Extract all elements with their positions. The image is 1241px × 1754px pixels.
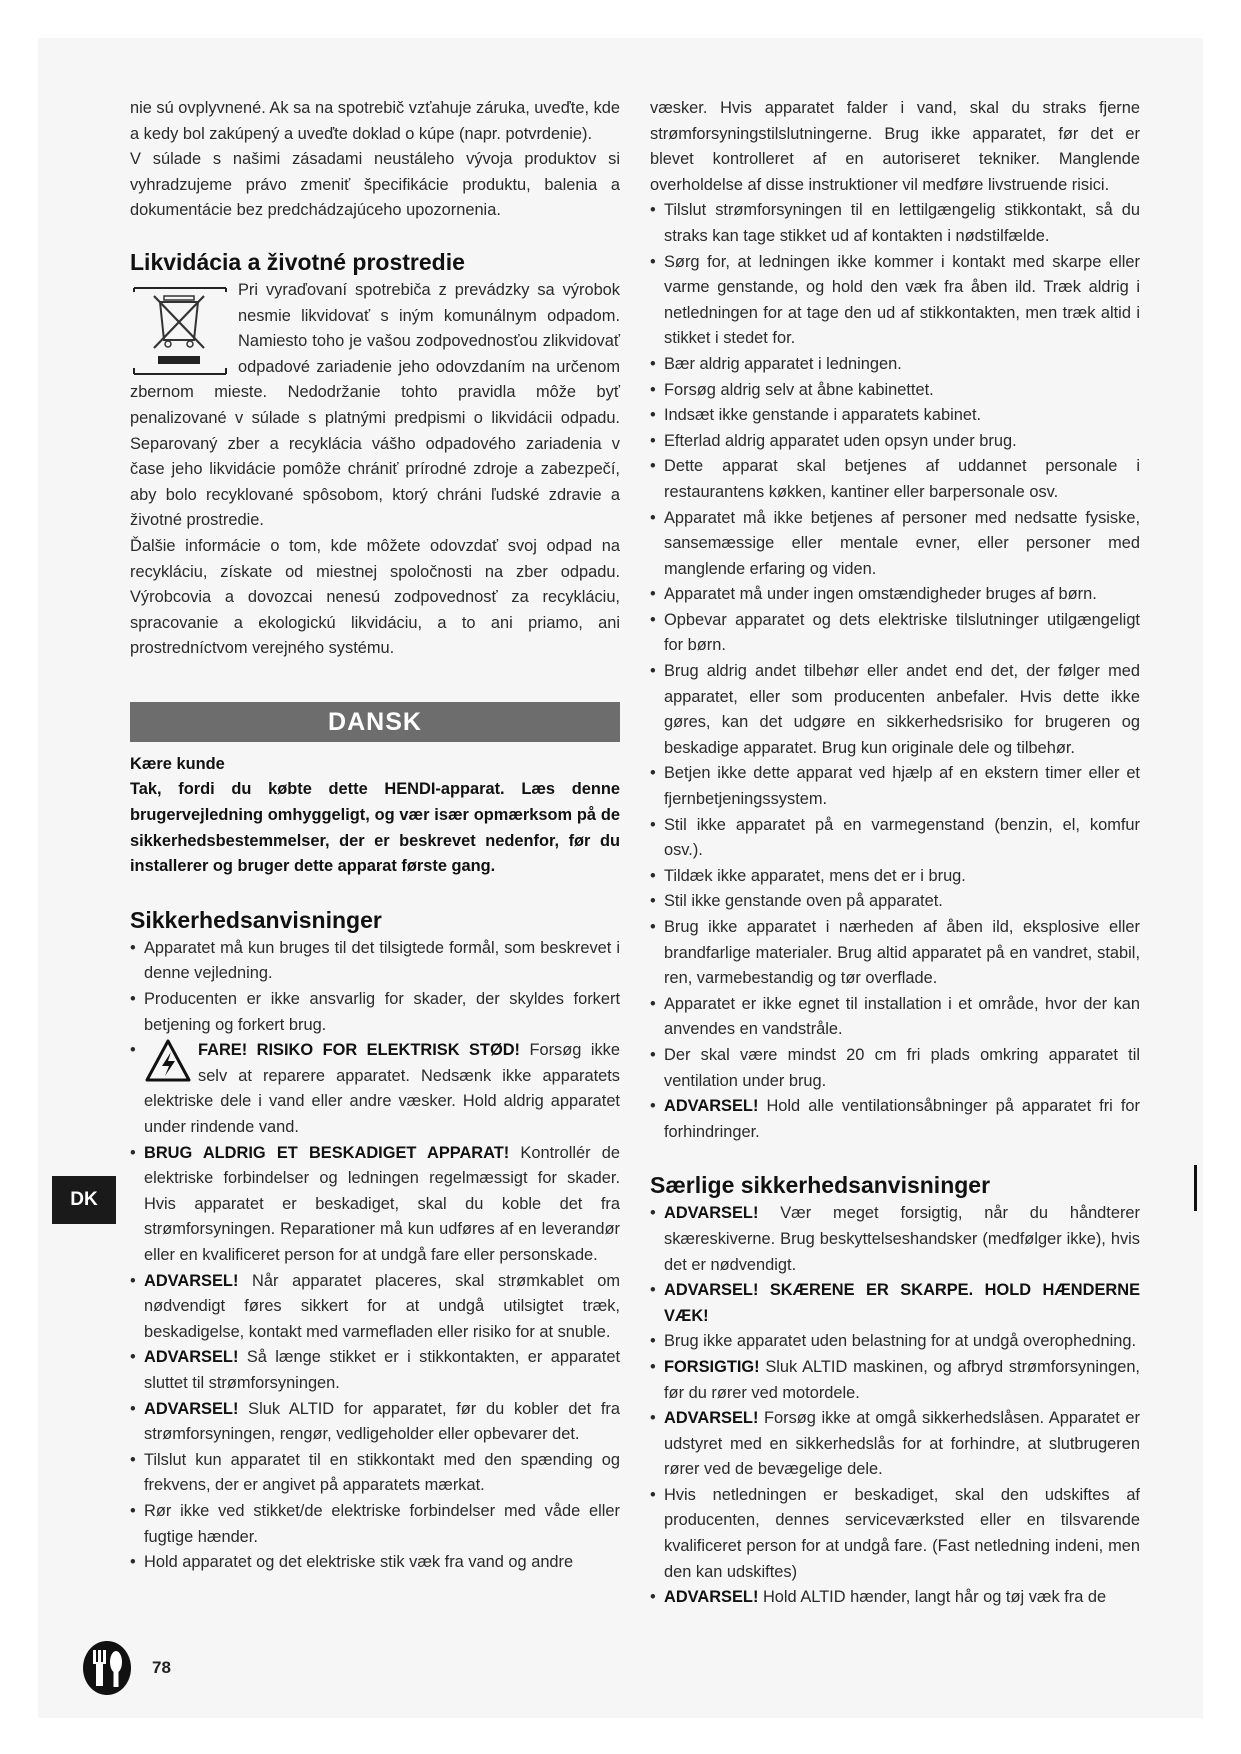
list-item: • Sørg for, at ledningen ikke kommer i kontakt med skarpe eller varme genstande, og hold den væk fra åben ild. Træk aldrig i netledningen for at tage den ud af stikkontakten, men træk altid i stikket i stedet for. bbox=[650, 250, 1140, 352]
intro-bold-paragraph: Tak, fordi du købte dette HENDI-apparat. Læs denne brugervejledning omhyggeligt, og vær især opmærksom på de sikkerhedsbestemmelser, der er beskrevet nedenfor, før du installerer og bruger dette apparat første gang. bbox=[130, 780, 620, 876]
list-item: • Hvis netledningen er beskadiget, skal den udskiftes af producenten, dennes serviceværksted eller en tilsvarende kvalificeret person for at undgå fare. (Fast netledning indeni, men den kan udskiftes) bbox=[650, 1483, 1140, 1585]
list-item: • Opbevar apparatet og dets elektriske tilslutninger utilgængeligt for børn. bbox=[650, 608, 1140, 659]
list-item: • Apparatet er ikke egnet til installation i et område, hvor der kan anvendes en vandstråle. bbox=[650, 992, 1140, 1043]
list-item: • Tilslut kun apparatet til en stikkontakt med den spænding og frekvens, der er angivet på apparatets mærkat. bbox=[130, 1448, 620, 1499]
list-item: • Indsæt ikke genstande i apparatets kabinet. bbox=[650, 403, 1140, 429]
list-item: • Hold apparatet og det elektriske stik væk fra vand og andre bbox=[130, 1550, 620, 1576]
left-column bbox=[130, 96, 620, 1576]
list-item: • Efterlad aldrig apparatet uden opsyn under brug. bbox=[650, 429, 1140, 455]
list-item: • Forsøg aldrig selv at åbne kabinettet. bbox=[650, 378, 1140, 404]
list-item: • Apparatet må kun bruges til det tilsigtede formål, som beskrevet i denne vejledning. bbox=[130, 936, 620, 987]
list-item: • FARE! RISIKO FOR ELEKTRISK STØD! Forsøg ikke selv at reparere apparatet. Nedsænk ikke apparatets elektriske dele i vand eller andre væsker. Hold aldrig apparatet under rindende vand. bbox=[130, 1038, 620, 1140]
list-item: • Brug aldrig andet tilbehør eller andet end det, der følger med apparatet, eller som producenten anbefaler. Hvis dette ikke gøres, kan det udgøre en sikkerhedsrisiko for brugeren og beskadige apparatet. Brug kun originale dele og tilbehør. bbox=[650, 659, 1140, 761]
list-item: • ADVARSEL! Sluk ALTID for apparatet, før du kobler det fra strømforsyningen, rengør, vedligeholder eller opbevarer det. bbox=[130, 1397, 620, 1448]
list-item: • ADVARSEL! Når apparatet placeres, skal strømkablet om nødvendigt føres sikkert for at undgå utilsigtet træk, beskadigelse, kontakt med varmefladen eller risiko for at snuble. bbox=[130, 1269, 620, 1346]
policy-paragraph: V súlade s našimi zásadami neustáleho vývoja produktov si vyhradzujeme právo zmeniť špecifikácie produktu, balenia a dokumentácie bez predchádzajúceho upozornenia. bbox=[130, 150, 620, 220]
intro-paragraph: nie sú ovplyvnené. Ak sa na spotrebič vzťahuje záruka, uveďte, kde a kedy bol zakúpený a uveďte doklad o kúpe (napr. potvrdenie). bbox=[130, 99, 621, 143]
list-item: • FORSIGTIG! Sluk ALTID maskinen, og afbryd strømforsyningen, før du rører ved motordele. bbox=[650, 1355, 1140, 1406]
list-item: • ADVARSEL! Så længe stikket er i stikkontakten, er apparatet sluttet til strømforsyningen. bbox=[130, 1345, 620, 1396]
language-banner: DANSK bbox=[130, 702, 620, 742]
special-safety-list bbox=[650, 1201, 1140, 1611]
list-item: • Der skal være mindst 20 cm fri plads omkring apparatet til ventilation under brug. bbox=[650, 1043, 1140, 1094]
language-side-tab: DK bbox=[52, 1176, 116, 1224]
special-safety-title: Særlige sikkerhedsanvisninger bbox=[650, 1172, 991, 1199]
list-item: • Bær aldrig apparatet i ledningen. bbox=[650, 352, 1140, 378]
safety-list-continued bbox=[650, 198, 1140, 1145]
list-item: • Rør ikke ved stikket/de elektriske forbindelser med våde eller fugtige hænder. bbox=[130, 1499, 620, 1550]
list-item: • Tildæk ikke apparatet, mens det er i brug. bbox=[650, 864, 1140, 890]
info-paragraph: Ďalšie informácie o tom, kde môžete odovzdať svoj odpad na recykláciu, získate od miestnej spoločnosti na zber odpadu. Výrobcovia a dovozcai nenesú zodpovednosť za recykláciu, spracovanie a ekologickú likvidáciu, a to ani priamo, ani prostredníctvom verejného systému. bbox=[130, 536, 620, 658]
greeting: Kære kunde bbox=[130, 754, 225, 773]
list-item: • Dette apparat skal betjenes af uddannet personale i restaurantens køkken, kantiner eller barpersonale osv. bbox=[650, 454, 1140, 505]
list-item: • ADVARSEL! Hold alle ventilationsåbninger på apparatet fri for forhindringer. bbox=[650, 1094, 1140, 1145]
list-item: • Producenten er ikke ansvarlig for skader, der skyldes forkert betjening og forkert brug. bbox=[130, 987, 620, 1038]
list-item: • Stil ikke apparatet på en varmegenstand (benzin, el, komfur osv.). bbox=[650, 813, 1140, 864]
list-item: • ADVARSEL! SKÆRENE ER SKARPE. HOLD HÆNDERNE VÆK! bbox=[650, 1278, 1140, 1329]
list-item: • Brug ikke apparatet uden belastning for at undgå overophedning. bbox=[650, 1329, 1140, 1355]
disposal-paragraph: Pri vyraďovaní spotrebiča z prevádzky sa výrobok nesmie likvidovať s iným komunálnym odpadom. Namiesto toho je vašou zodpovednosťou zlikvidovať odpadové zariadenie jeho odovzdaním na určenom zbernom mieste. Nedodržanie tohto pravidla môže byť penalizované v súlade s platnými predpismi o likvidácii odpadu. Separovaný zber a recyklácia vášho odpadového zariadenia v čase jeho likvidácie pomôže chrániť prírodné zdroje a zabezpečí, aby bolo recyklované spôsobom, ktorý chráni ľudské zdravie a životné prostredie. bbox=[130, 280, 620, 530]
right-column bbox=[650, 96, 1140, 1611]
safety-list bbox=[130, 936, 620, 1576]
weee-bin-icon bbox=[130, 282, 230, 380]
electric-shock-warning-icon bbox=[144, 1038, 192, 1084]
list-item: • Apparatet må under ingen omstændigheder bruges af børn. bbox=[650, 582, 1140, 608]
cutlery-logo-icon bbox=[82, 1640, 132, 1696]
list-item: • Apparatet må ikke betjenes af personer med nedsatte fysiske, sansemæssige eller mentale evner, eller personer med manglende erfaring og viden. bbox=[650, 506, 1140, 583]
section-marker-bar bbox=[1194, 1165, 1197, 1211]
list-item: • BRUG ALDRIG ET BESKADIGET APPARAT! Kontrollér de elektriske forbindelser og ledningen regelmæssigt for skader. Hvis apparatet er beskadiget, skal du koble det fra strømforsyningen. Reparationer må kun udføres af en leverandør eller en kvalificeret person for at undgå fare eller personskade. bbox=[130, 1141, 620, 1269]
disposal-title: Likvidácia a životné prostredie bbox=[130, 248, 465, 275]
list-item: • ADVARSEL! Hold ALTID hænder, langt hår og tøj væk fra de bbox=[650, 1585, 1140, 1611]
list-item: • ADVARSEL! Forsøg ikke at omgå sikkerhedslåsen. Apparatet er udstyret med en sikkerhedslås for at forhindre, at slutbrugeren rører ved de bevægelige dele. bbox=[650, 1406, 1140, 1483]
list-item: • Tilslut strømforsyningen til en lettilgængelig stikkontakt, så du straks kan tage stikket ud af kontakten i nødstilfælde. bbox=[650, 198, 1140, 249]
disposal-section bbox=[130, 278, 620, 662]
list-item: • Brug ikke apparatet i nærheden af åben ild, eksplosive eller brandfarlige materialer. Brug altid apparatet på en vandret, stabil, ren, varmebestandig og tør overflade. bbox=[650, 915, 1140, 992]
page-number: 78 bbox=[152, 1658, 171, 1677]
continuation-paragraph: væsker. Hvis apparatet falder i vand, skal du straks fjerne strømforsyningstilslutningerne. Brug ikke apparatet, før det er blevet kontrolleret af en autoriseret tekniker. Manglende overholdelse af disse instruktioner vil medføre livstruende risici. bbox=[650, 99, 1140, 194]
list-item: • ADVARSEL! Vær meget forsigtig, når du håndterer skæreskiverne. Brug beskyttelseshandsker (medfølger ikke), hvis det er nødvendigt. bbox=[650, 1201, 1140, 1278]
list-item: • Betjen ikke dette apparat ved hjælp af en ekstern timer eller et fjernbetjeningssystem. bbox=[650, 761, 1140, 812]
safety-title: Sikkerhedsanvisninger bbox=[130, 906, 382, 933]
list-item: • Stil ikke genstande oven på apparatet. bbox=[650, 889, 1140, 915]
